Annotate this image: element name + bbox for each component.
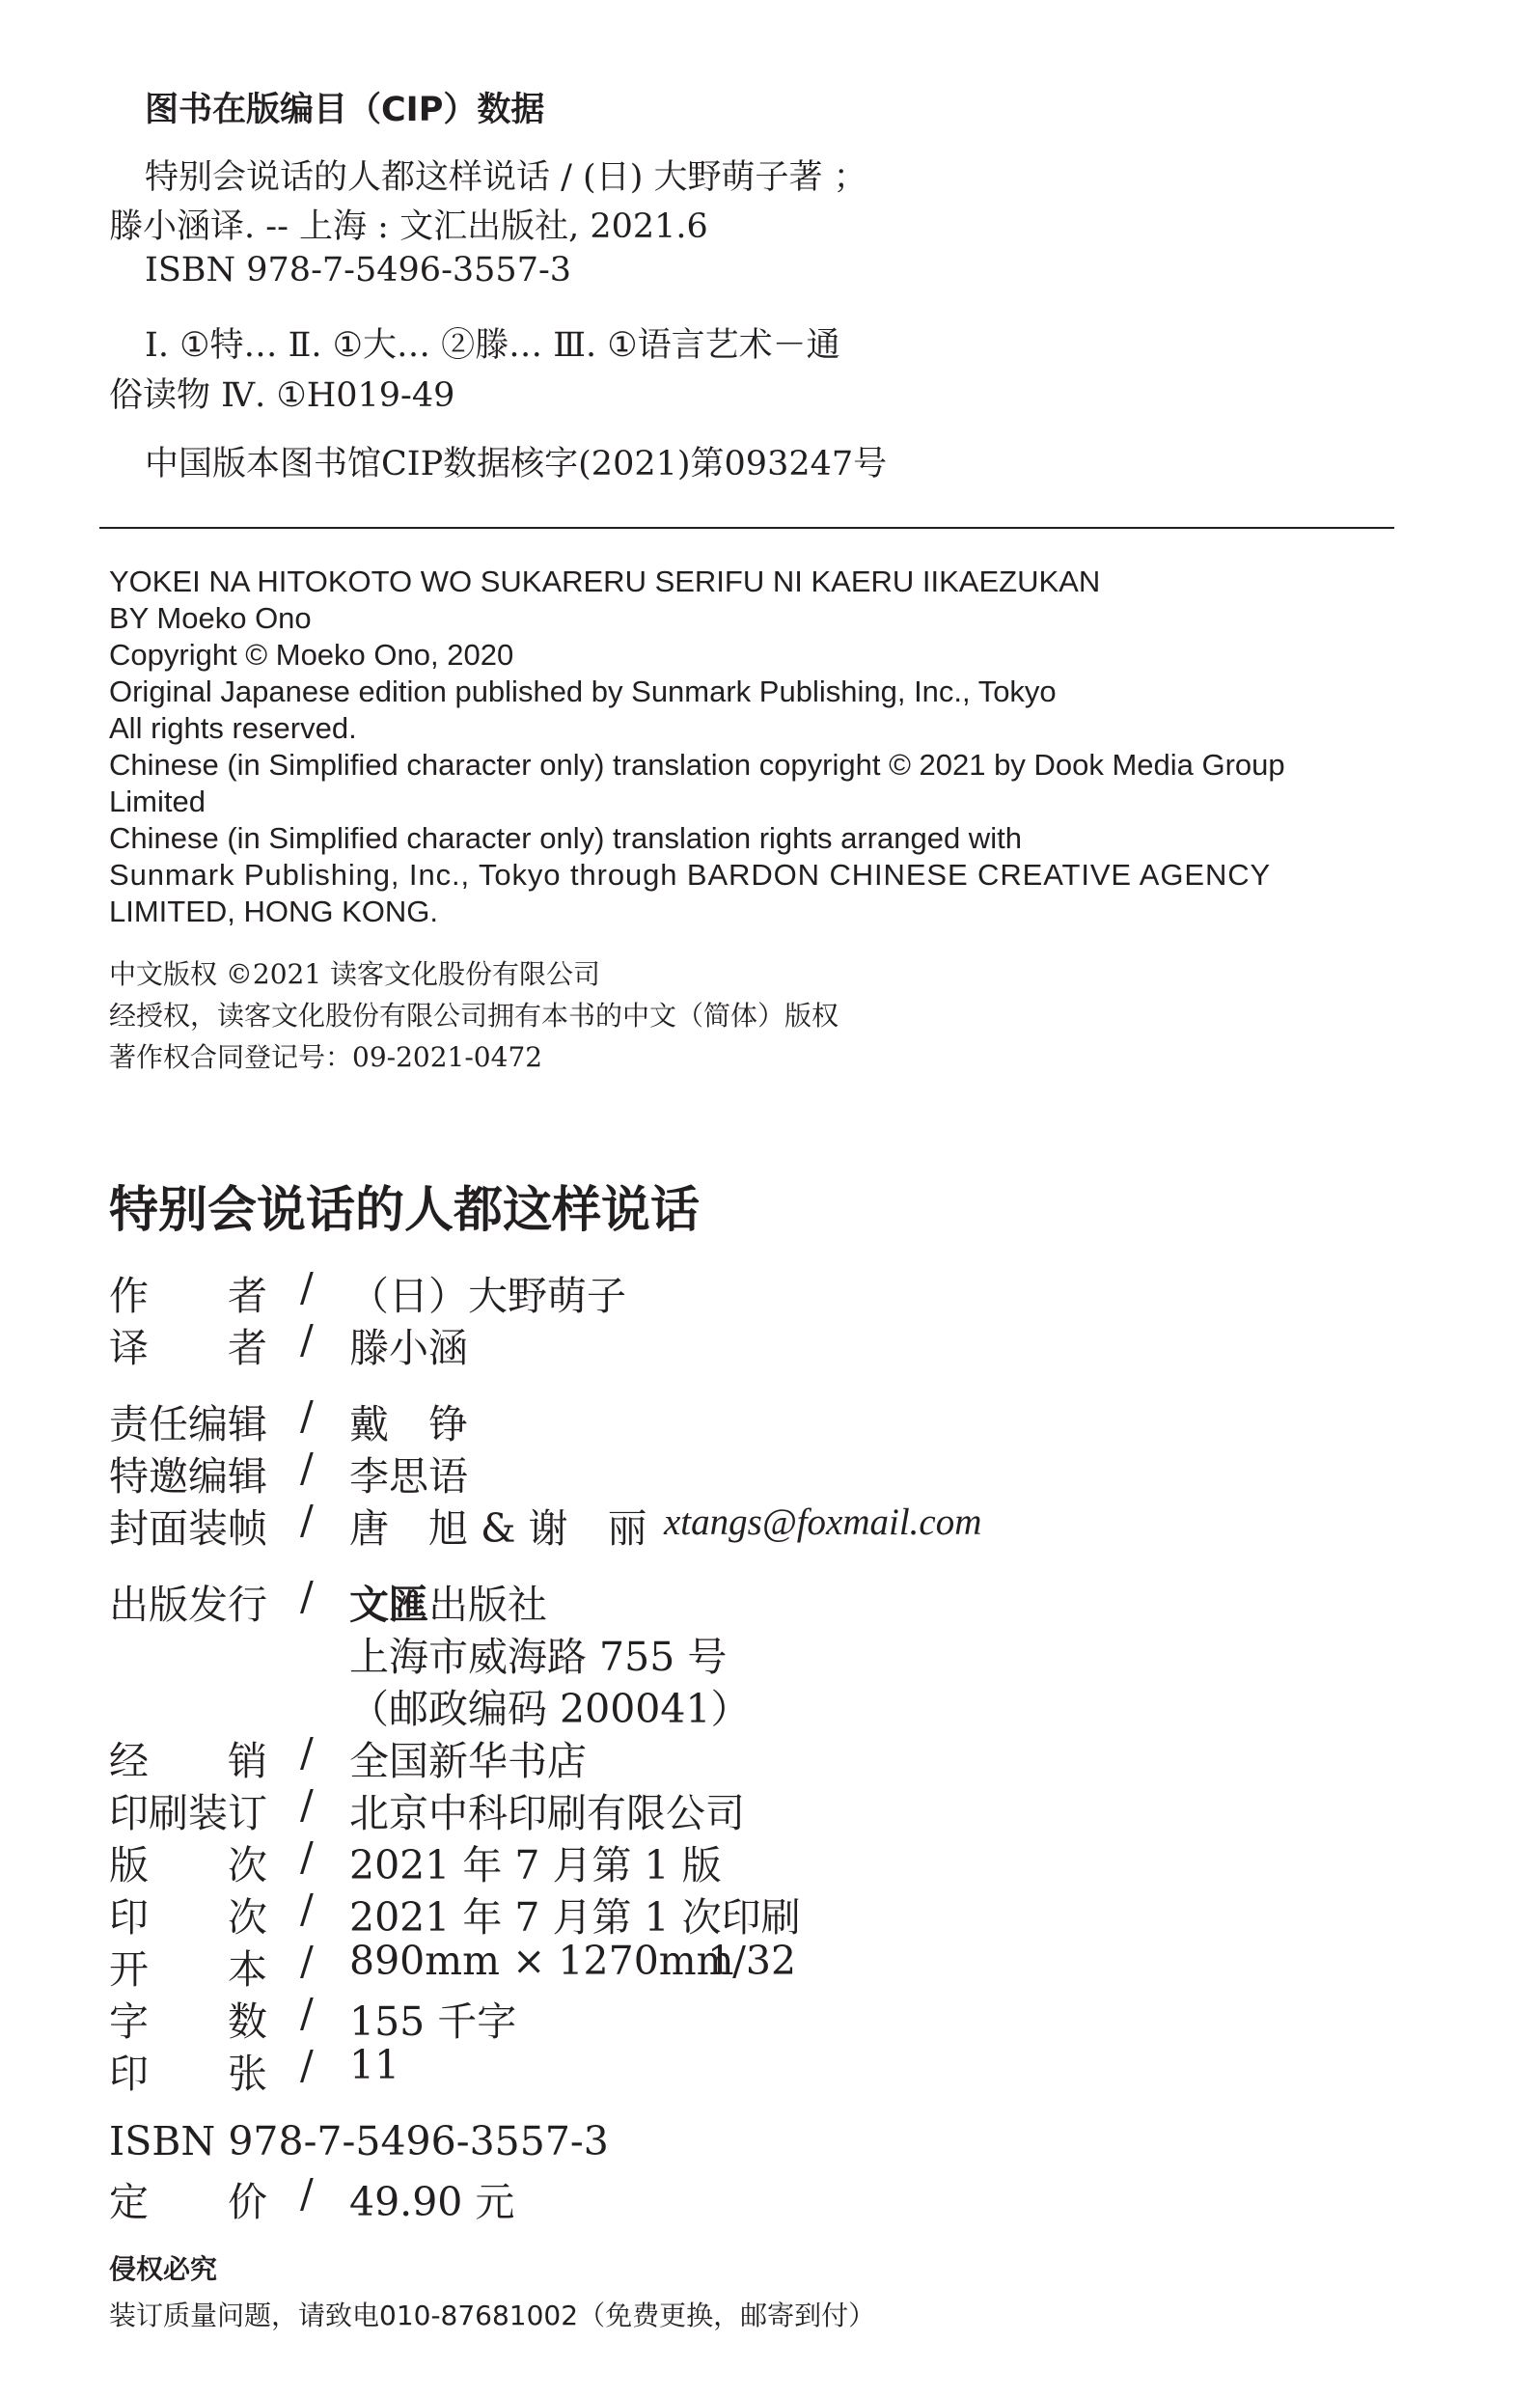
- author-value: （日）大野萌子: [349, 1273, 626, 1319]
- separator-slash: /: [300, 1781, 314, 1828]
- english-copyright-line: Copyright © Moeko Ono, 2020: [109, 638, 514, 672]
- separator-slash: /: [300, 1573, 314, 1619]
- sheets-label: 印 张: [109, 2051, 267, 2097]
- separator-slash: /: [300, 1886, 314, 1932]
- printer-label: 印刷装订: [109, 1790, 267, 1836]
- format-value: 890mm × 1270mm: [349, 1938, 734, 1984]
- publisher-address: 上海市威海路 755 号: [349, 1634, 728, 1680]
- separator-slash: /: [300, 1729, 314, 1776]
- separator-slash: /: [300, 1445, 314, 1491]
- cip-line-isbn: ISBN 978-7-5496-3557-3: [145, 251, 572, 289]
- separator-slash: /: [300, 2042, 314, 2088]
- price-value: 49.90 元: [349, 2179, 515, 2225]
- separator-slash: /: [300, 1264, 314, 1310]
- publisher-name-suffix: 出版社: [428, 1582, 547, 1628]
- separator-slash: /: [300, 1392, 314, 1439]
- chinese-copyright-line: 中文版权 ©2021 读客文化股份有限公司: [109, 958, 601, 990]
- english-title-line: YOKEI NA HITOKOTO WO SUKARERU SERIFU NI KAERU IIKAEZUKAN: [109, 565, 1101, 598]
- cover-designer-email: xtangs@foxmail.com: [664, 1502, 982, 1543]
- english-agency-line: Sunmark Publishing, Inc., Tokyo through BARDON CHINESE CREATIVE AGENCY: [109, 858, 1272, 892]
- cip-line-classification-cont: 俗读物 Ⅳ. ①H019-49: [109, 376, 455, 415]
- separator-slash: /: [300, 1938, 314, 1984]
- contract-registration-line: 著作权合同登记号：09-2021-0472: [109, 1041, 543, 1073]
- guest-editor-label: 特邀编辑: [109, 1453, 267, 1500]
- separator-slash: /: [300, 1833, 314, 1880]
- format-fraction: 1/32: [707, 1938, 797, 1984]
- editor-label: 责任编辑: [109, 1401, 267, 1447]
- cover-design-label: 封面装帧: [109, 1505, 267, 1552]
- cip-line-record-number: 中国版本图书馆CIP数据核字(2021)第093247号: [145, 445, 888, 483]
- chinese-authorization-line: 经授权，读客文化股份有限公司拥有本书的中文（简体）版权: [109, 1000, 839, 1032]
- publisher-postcode: （邮政编码 200041）: [349, 1686, 751, 1732]
- english-translation-copyright-cont: Limited: [109, 785, 206, 818]
- edition-label: 版 次: [109, 1842, 267, 1888]
- english-translation-copyright-line: Chinese (in Simplified character only) translation copyright © 2021 by Dook Media Group: [109, 748, 1285, 782]
- english-rights-arranged-line: Chinese (in Simplified character only) translation rights arranged with: [109, 821, 1022, 855]
- editor-value: 戴 铮: [349, 1401, 468, 1447]
- rights-reserved-heading: 侵权必究: [109, 2253, 218, 2285]
- printer-value: 北京中科印刷有限公司: [349, 1790, 745, 1836]
- separator-slash: /: [300, 1497, 314, 1543]
- english-agency-cont: LIMITED, HONG KONG.: [109, 895, 439, 928]
- format-label: 开 本: [109, 1946, 267, 1993]
- book-title: 特别会说话的人都这样说话: [109, 1182, 701, 1239]
- isbn: ISBN 978-7-5496-3557-3: [109, 2118, 609, 2164]
- separator-slash: /: [300, 2170, 314, 2217]
- wordcount-value: 155 千字: [349, 1998, 517, 2045]
- binding-quality-note: 装订质量问题，请致电010-87681002（免费更换，邮寄到付）: [109, 2300, 876, 2331]
- guest-editor-value: 李思语: [349, 1453, 468, 1500]
- distributor-label: 经 销: [109, 1738, 267, 1784]
- distributor-value: 全国新华书店: [349, 1738, 587, 1784]
- wordcount-label: 字 数: [109, 1998, 267, 2045]
- price-label: 定 价: [109, 2179, 267, 2225]
- divider-rule: [99, 527, 1394, 529]
- publisher-logo: 文匯: [349, 1582, 428, 1628]
- english-original-edition-line: Original Japanese edition published by Sunmark Publishing, Inc., Tokyo: [109, 675, 1057, 708]
- sheets-value: 11: [349, 2042, 400, 2088]
- cip-line-translator: 滕小涵译. -- 上海 : 文汇出版社, 2021.6: [109, 207, 708, 246]
- separator-slash: /: [300, 1316, 314, 1363]
- translator-value: 滕小涵: [349, 1325, 468, 1371]
- english-author-line: BY Moeko Ono: [109, 601, 312, 635]
- translator-label: 译 者: [109, 1325, 267, 1371]
- publisher-label: 出版发行: [109, 1582, 267, 1628]
- separator-slash: /: [300, 1990, 314, 2036]
- author-label: 作 者: [109, 1273, 267, 1319]
- english-rights-reserved-line: All rights reserved.: [109, 711, 357, 745]
- cover-design-value: 唐 旭 & 谢 丽: [349, 1505, 647, 1552]
- cip-heading: 图书在版编目（CIP）数据: [145, 91, 545, 129]
- printing-value: 2021 年 7 月第 1 次印刷: [349, 1894, 801, 1941]
- publisher-name: [349, 1573, 547, 1630]
- cip-line-title: 特别会说话的人都这样说话 / (日) 大野萌子著 ；: [145, 158, 867, 197]
- cip-line-classification: Ⅰ. ①特… Ⅱ. ①大… ②滕… Ⅲ. ①语言艺术－通: [145, 326, 840, 365]
- edition-value: 2021 年 7 月第 1 版: [349, 1842, 722, 1888]
- printing-label: 印 次: [109, 1894, 267, 1941]
